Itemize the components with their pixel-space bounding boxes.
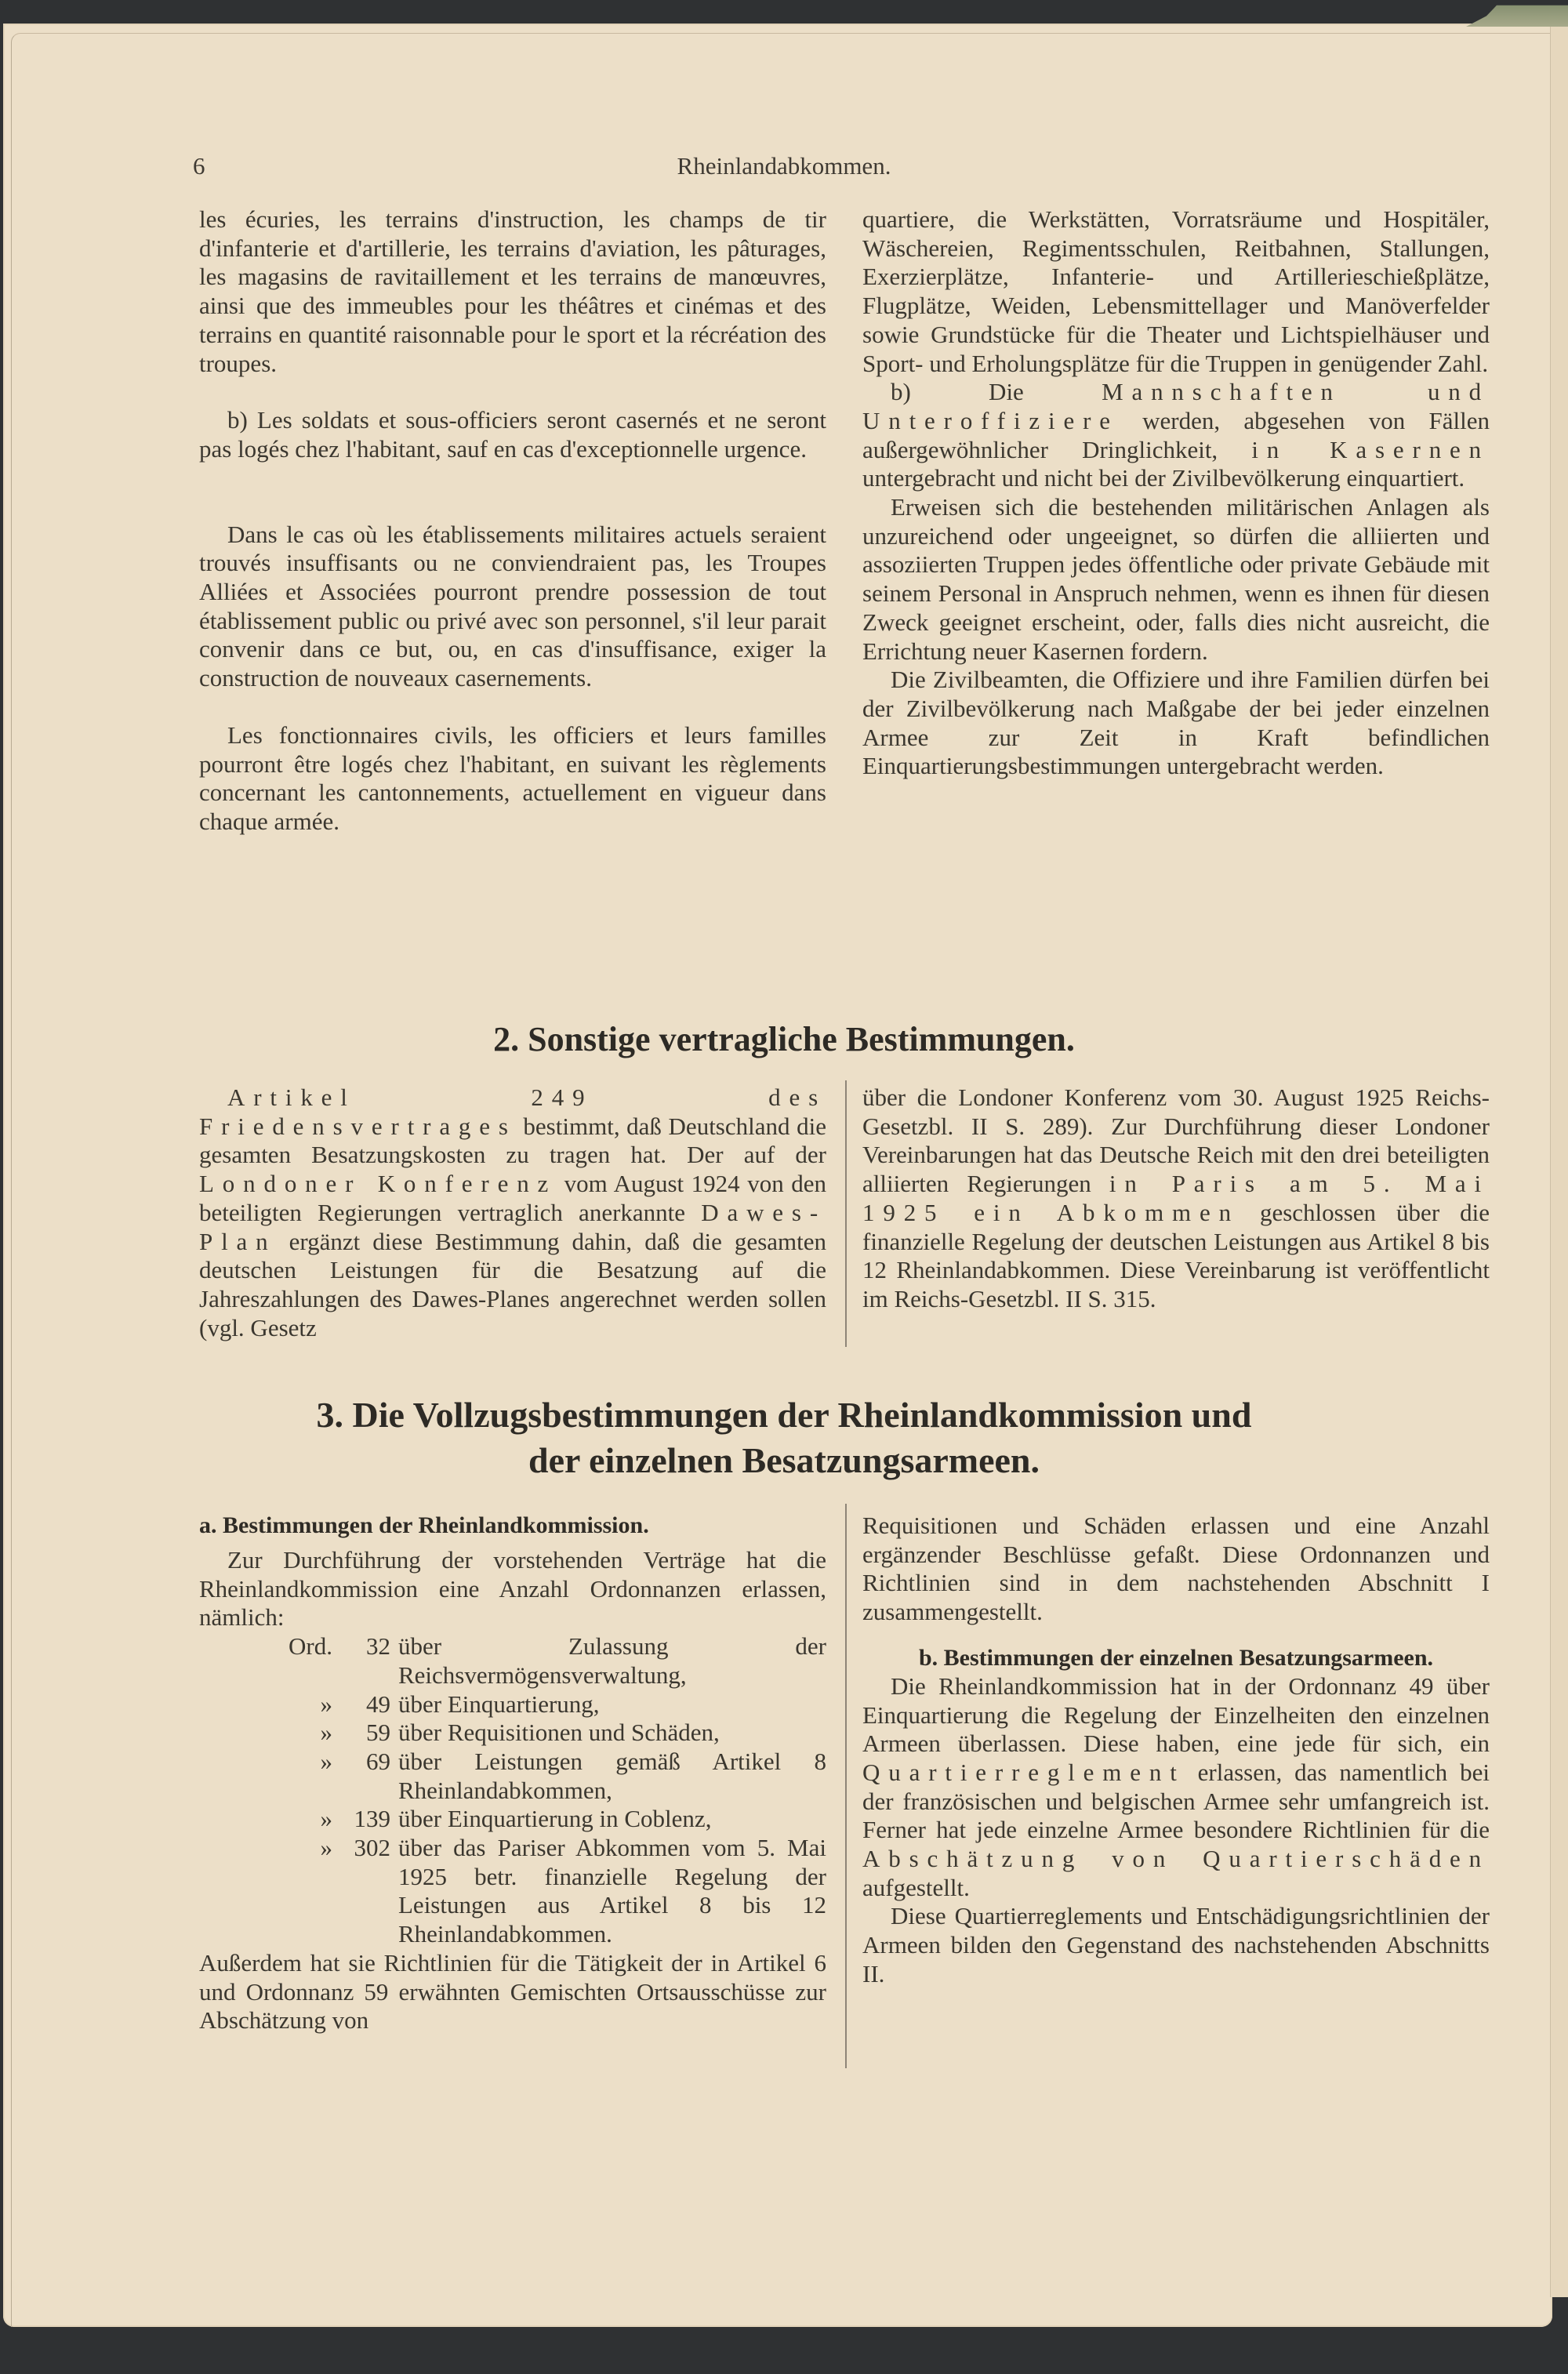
- subsection-a-intro: Zur Durchführung der vorstehenden Verträge hat die Rheinlandkommission eine Anzahl Ordonnanzen erlassen, nämlich:: [199, 1546, 826, 1632]
- section3-heading: [0, 1392, 1568, 1483]
- german-paragraph-1: quartiere, die Werkstätten, Vorratsräume und Hospitäler, Wäschereien, Regimentsschulen, Reitbahnen, Stallungen, Exerzierplätze, Infanterie- und Artillerieschießplätze, Flugplätze, Weiden, Lebensmittellager und Manöverfelder sowie Grundstücke für die Theater und Lichtspielhäuser und Sport- und Erholungsplätze für die Truppen in genügender Zahl.: [862, 205, 1490, 377]
- subsection-a-heading: a. Bestimmungen der Rheinlandkommission.: [199, 1512, 649, 1538]
- german-paragraph-4: Die Zivilbeamten, die Offiziere und ihre Familien dürfen bei der Zivilbevölkerung nach Maßgabe der bei jeder einzelnen Armee zur Zeit in Kraft befindlichen Einquartierungsbestimmungen untergebracht werden.: [862, 666, 1490, 780]
- subsection-b-heading: b. Bestimmungen der einzelnen Besatzungsarmeen.: [918, 1644, 1434, 1671]
- section3-right-column: [862, 1512, 1490, 1989]
- page-number: 6: [193, 152, 205, 180]
- spaced-emphasis: in Paris am 5. Mai 1925 ein Abkommen: [862, 1170, 1490, 1226]
- ordinance-list: [199, 1632, 826, 1949]
- section2-right-column: [862, 1084, 1490, 1314]
- french-paragraph-2: b) Les soldats et sous-officiers seront casernés et ne seront pas logés chez l'habitant, sauf en cas d'exceptionnelle urgence.: [199, 406, 826, 463]
- section1-french-column: [199, 205, 826, 837]
- spaced-emphasis: Mannschaften und Unteroffiziere: [862, 378, 1490, 434]
- subsection-a-continuation: Requisitionen und Schäden erlassen und eine Anzahl ergänzender Beschlüsse gefaßt. Diese Ordonnanzen und Richtlinien sind in dem nachstehenden Abschnitt I zusammengestellt.: [862, 1512, 1490, 1626]
- subsection-b-paragraph-1: Die Rheinlandkommission hat in der Ordonnanz 49 über Einquartierung die Regelung der Einzelheiten den einzelnen Armeen überlassen. Diese haben, eine jede für sich, ein Quartierreglement erlassen, das namentlich bei der französischen und belgischen Armee sehr umfangreich ist. Ferner hat jede einzelne Armee besondere Richtlinien für die Abschätzung von Quartierschäden aufgestellt.: [862, 1672, 1490, 1901]
- spaced-emphasis: Dawes-Plan: [199, 1198, 826, 1255]
- spaced-emphasis: Abschätzung von Quartierschäden: [862, 1845, 1490, 1873]
- ordinance-row: » 69 über Leistungen gemäß Artikel 8 Rheinlandabkommen,: [320, 1747, 826, 1804]
- subsection-a-closing: Außerdem hat sie Richtlinien für die Tätigkeit der in Artikel 6 und Ordonnanz 59 erwähnten Gemischten Ortsausschüsse zur Abschätzung von: [199, 1948, 826, 2035]
- section2-left-column: [199, 1084, 826, 1342]
- book-cover-corner: [1466, 0, 1568, 27]
- german-paragraph-3: Erweisen sich die bestehenden militärischen Anlagen als unzureichend oder ungeeignet, so dürfen die alliierten und assoziierten Truppen jedes öffentliche oder private Gebäude mit seinem Personal in Anspruch nehmen, wenn es ihnen für diesen Zweck geeignet erscheint, oder, falls dies nicht ausreicht, die Errichtung neuer Kasernen fordern.: [862, 493, 1490, 665]
- column-divider: [845, 1080, 847, 1347]
- french-paragraph-1: les écuries, les terrains d'instruction, les champs de tir d'infanterie et d'artillerie, les terrains d'aviation, les pâturages, les magasins de ravitaillement et les terrains de manœuvres, ainsi que des immeubles pour les théâtres et cinémas et des terrains en quantité raisonnable pour le sport et la récréation des troupes.: [199, 205, 826, 377]
- spaced-emphasis: Artikel 249 des Friedensvertrages: [199, 1084, 826, 1140]
- ordinance-row: » 139 über Einquartierung in Coblenz,: [320, 1805, 712, 1833]
- ordinance-row: » 49 über Einquartierung,: [320, 1690, 600, 1718]
- subsection-b-paragraph-2: Diese Quartierreglements und Entschädigungsrichtlinien der Armeen bilden den Gegenstand des nachstehenden Abschnitts II.: [862, 1902, 1490, 1987]
- spaced-emphasis: Quartierreglement: [862, 1758, 1185, 1786]
- section2-right-paragraph: über die Londoner Konferenz vom 30. August 1925 Reichs-Gesetzbl. II S. 289). Zur Durchführung dieser Londoner Vereinbarungen hat das Deutsche Reich mit den drei beteiligten alliierten Regierungen in Paris am 5. Mai 1925 ein Abkommen geschlossen über die finanzielle Regelung der deutschen Leistungen aus Artikel 8 bis 12 Rheinlandabkommen. Diese Vereinbarung ist veröffentlicht im Reichs-Gesetzbl. II S. 315.: [862, 1084, 1490, 1312]
- section3-heading-line2: der einzelnen Besatzungsarmeen.: [528, 1440, 1040, 1480]
- spaced-emphasis: in Kasernen: [1251, 435, 1490, 463]
- section1-german-column: [862, 205, 1490, 781]
- running-title: Rheinlandabkommen.: [677, 152, 891, 180]
- french-paragraph-3: Dans le cas où les établissements militaires actuels seraient trouvés insuffisants ou ne conviendraient pas, les Troupes Alliées et Associées pourront prendre possession de tout établissement public ou privé avec son personnel, s'il leur parait convenir dans ce but, ou, en cas d'insuffisance, exiger la construction de nouveaux casernements.: [199, 520, 826, 692]
- section2-left-paragraph: Artikel 249 des Friedensvertrages bestimmt, daß Deutschland die gesamten Besatzungskosten zu tragen hat. Der auf der Londoner Konferenz vom August 1924 von den beteiligten Regierungen vertraglich anerkannte Dawes-Plan ergänzt diese Bestimmung dahin, daß die gesamten deutschen Leistungen für die Besatzung auf die Jahreszahlungen des Dawes-Planes angerechnet werden sollen (vgl. Gesetz: [199, 1084, 826, 1341]
- section3-left-column: [199, 1512, 826, 2035]
- section3-heading-line1: 3. Die Vollzugsbestimmungen der Rheinlandkommission und: [316, 1395, 1252, 1435]
- ordinance-row: Ord. 32 über Zulassung der Reichsvermögensverwaltung,: [289, 1632, 826, 1689]
- column-divider: [845, 1504, 847, 2068]
- next-page-edge: [1550, 24, 1568, 2297]
- spaced-emphasis: Londoner Konferenz: [199, 1170, 557, 1198]
- ordinance-row: » 59 über Requisitionen und Schäden,: [320, 1719, 720, 1747]
- french-paragraph-4: Les fonctionnaires civils, les officiers et leurs familles pourront être logés chez l'habitant, en suivant les règlements concernant les cantonnements, actuellement en vigueur dans chaque armée.: [199, 721, 826, 835]
- german-paragraph-2: b) Die Mannschaften und Unteroffiziere werden, abgesehen von Fällen außergewöhnlicher Dringlichkeit, in Kasernen untergebracht und nicht bei der Zivilbevölkerung einquartiert.: [862, 378, 1490, 492]
- section2-heading: 2. Sonstige vertragliche Bestimmungen.: [493, 1020, 1075, 1058]
- ordinance-row: » 302 über das Pariser Abkommen vom 5. Mai 1925 betr. finanzielle Regelung der Leistungen aus Artikel 8 bis 12 Rheinlandabkommen.: [320, 1834, 826, 1948]
